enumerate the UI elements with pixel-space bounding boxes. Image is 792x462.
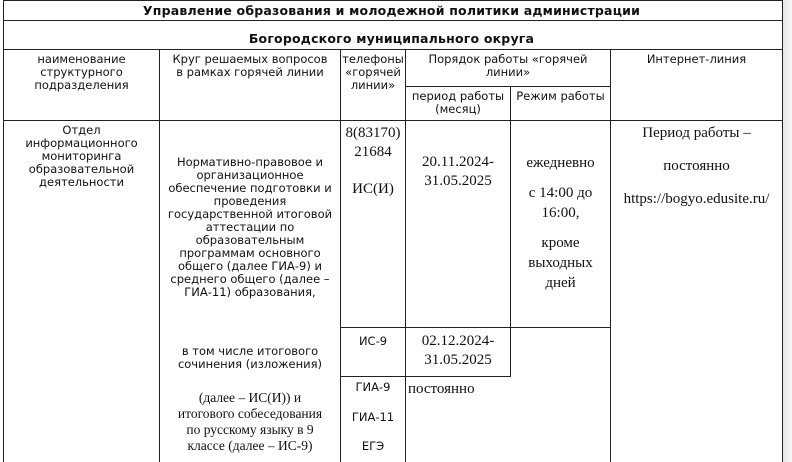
column-header-phones: телефоны «горячей линии» bbox=[342, 52, 404, 92]
cell-phone-gia9: ГИА-9 bbox=[355, 380, 391, 394]
cell-phone-number: 8(83170) 21684 bbox=[345, 125, 401, 160]
document-title-line2: Богородского муниципального округа bbox=[248, 31, 535, 46]
cell-period-1: 20.11.2024- 31.05.2025 bbox=[422, 154, 494, 189]
column-header-mode: Режим работы bbox=[516, 89, 605, 103]
cell-period-2: 02.12.2024- 31.05.2025 bbox=[421, 333, 495, 368]
column-header-period: период работы (месяц) bbox=[411, 89, 505, 116]
cell-phone-gia11: ГИА-11 bbox=[351, 410, 395, 424]
cell-work-mode: ежедневно с 14:00 до 16:00, кроме выходных дней bbox=[526, 155, 595, 291]
document-title-line1: Управление образования и молодежной политики администрации bbox=[142, 3, 641, 18]
cell-period-3: постоянно bbox=[408, 381, 475, 397]
cell-questions-essay: в том числе итогового сочинения (изложения) bbox=[177, 344, 323, 371]
cell-internet-line: Период работы – постоянно https://bogyo.edusite.ru/ bbox=[611, 124, 782, 209]
cell-questions-main: Нормативно-правовое и организационное обеспечение подготовки и проведения государственной итоговой аттестации по образовательным программам основного общего (далее ГИА-9) и среднего общего (далее – ГИА-11) образования, bbox=[167, 155, 333, 299]
column-header-questions: Круг решаемых вопросов в рамках горячей линии bbox=[172, 52, 328, 79]
column-header-internet: Интернет-линия bbox=[646, 52, 747, 66]
cell-phone-is9: ИС-9 bbox=[358, 334, 388, 348]
column-header-unit: наименование структурного подразделения bbox=[34, 52, 129, 92]
cell-phone-ege: ЕГЭ bbox=[361, 439, 385, 453]
page-edge-shadow bbox=[783, 0, 792, 462]
cell-phone-label-isi: ИС(И) bbox=[352, 181, 394, 197]
cell-unit-name: Отдел информационного мониторинга образовательной деятельности bbox=[25, 123, 138, 189]
internet-link[interactable]: https://bogyo.edusite.ru/ bbox=[623, 191, 770, 207]
cell-questions-interview: (далее – ИС(И)) и итогового собеседования по русскому языку в 9 классе (далее – ИС-9) bbox=[177, 390, 323, 453]
column-header-order: Порядок работы «горячей линии» bbox=[428, 52, 588, 79]
